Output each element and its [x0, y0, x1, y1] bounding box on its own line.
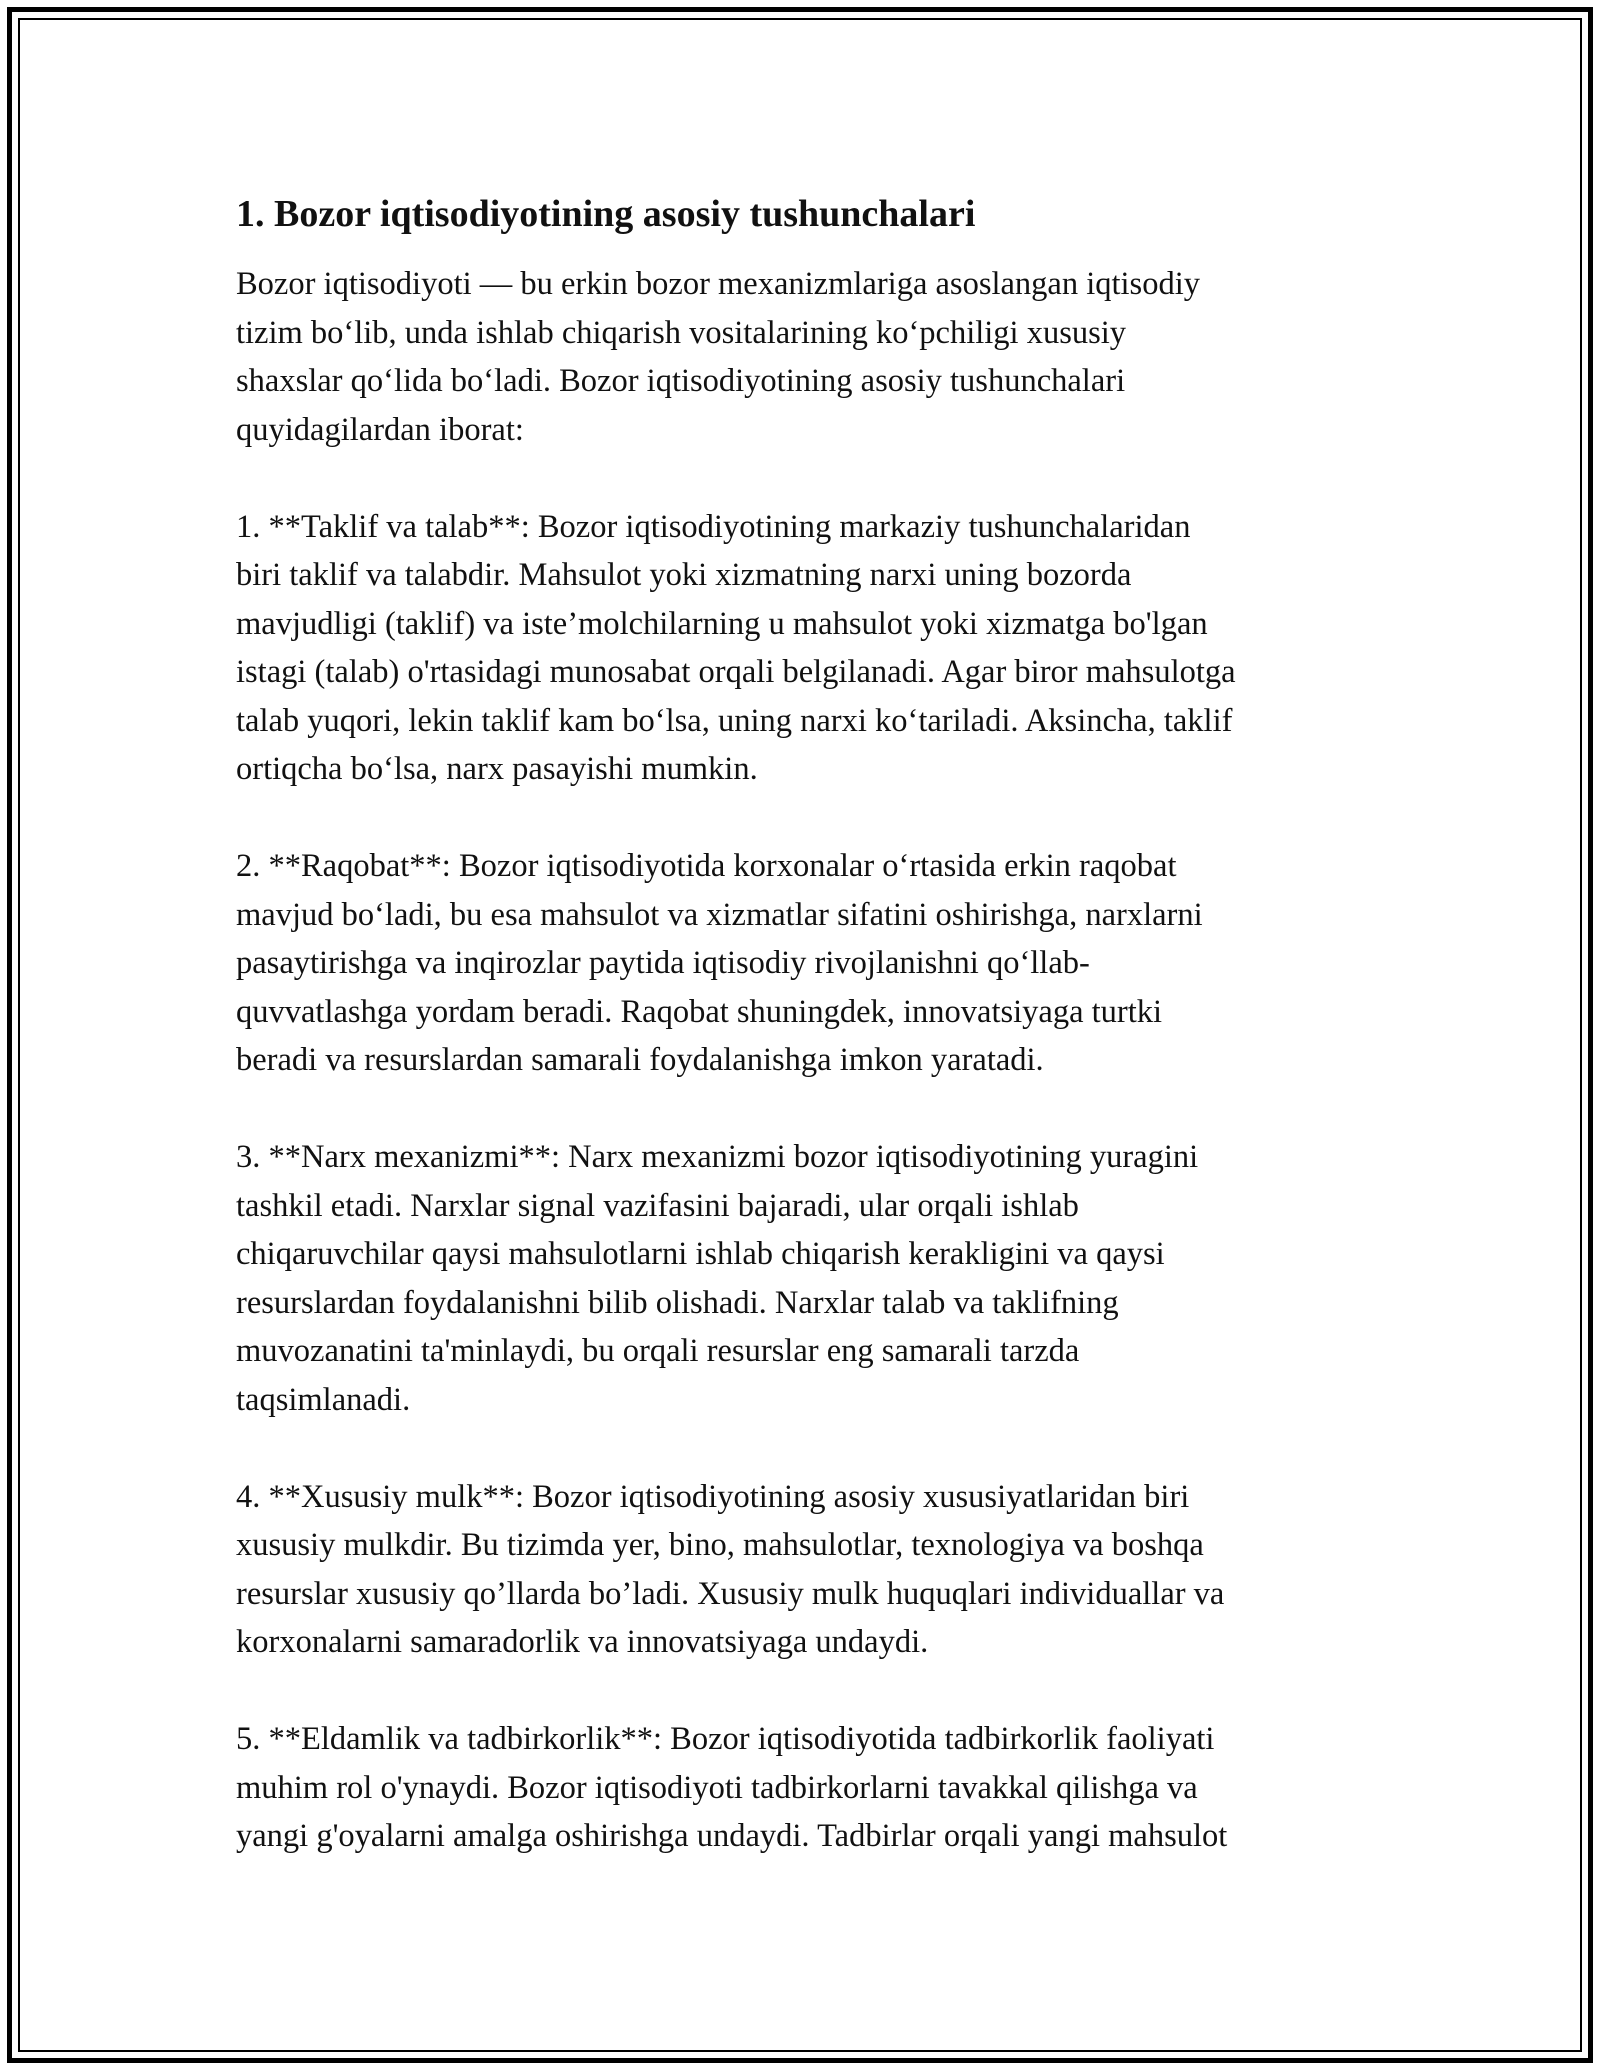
document-body [236, 186, 1376, 1861]
section-supply-demand: 1. **Taklif va talab**: Bozor iqtisodiyotining markaziy tushunchalaridan biri taklif va talabdir. Mahsulot yoki xizmatning narxi uning bozorda mavjudligi (taklif) va iste’molchilarning u mahsulot yoki xizmatga bo'lgan istagi (talab) o'rtasidagi munosabat orqali belgilanadi. Agar biror mahsulotga talab yuqori, lekin taklif kam bo‘lsa, uning narxi ko‘tariladi. Aksincha, taklif ortiqcha bo‘lsa, narx pasayishi mumkin. [236, 508, 1236, 787]
intro-paragraph: Bozor iqtisodiyoti — bu erkin bozor mexanizmlariga asoslangan iqtisodiy tizim bo‘lib, unda ishlab chiqarish vositalarining ko‘pchiligi xususiy shaxslar qo‘lida bo‘ladi. Bozor iqtisodiyotining asosiy tushunchalari quyidagilardan iborat: [236, 266, 1200, 448]
section-price-mechanism: 3. **Narx mexanizmi**: Narx mexanizmi bozor iqtisodiyotining yuragini tashkil etadi. Narxlar signal vazifasini bajaradi, ular orqali ishlab chiqaruvchilar qaysi mahsulotlarni ishlab chiqarish kerakligini va qaysi resurslardan foydalanishni bilib olishadi. Narxlar talab va taklifning muvozanatini ta'minlaydi, bu orqali resurslar eng samarali tarzda taqsimlanadi. [236, 1139, 1199, 1418]
paragraph-spacer [236, 794, 1376, 843]
paragraph-spacer [236, 1424, 1376, 1473]
section-competition: 2. **Raqobat**: Bozor iqtisodiyotida korxonalar o‘rtasida erkin raqobat mavjud bo‘ladi, bu esa mahsulot va xizmatlar sifatini oshirishga, narxlarni pasaytirishga va inqirozlar paytida iqtisodiy rivojlanishni qo‘llab- quvvatlashga yordam beradi. Raqobat shuningdek, innovatsiyaga turtki beradi va resurslardan samarali foydalanishga imkon yaratadi. [236, 848, 1203, 1078]
paragraph-spacer [236, 1085, 1376, 1134]
section-entrepreneurship: 5. **Eldamlik va tadbirkorlik**: Bozor iqtisodiyotida tadbirkorlik faoliyati muhim rol o'ynaydi. Bozor iqtisodiyoti tadbirkorlarni tavakkal qilishga va yangi g'oyalarni amalga oshirishga undaydi. Tadbirlar orqali yangi mahsulot [236, 1721, 1228, 1854]
section-private-property: 4. **Xususiy mulk**: Bozor iqtisodiyotining asosiy xususiyatlaridan biri xususiy mulkdir. Bu tizimda yer, bino, mahsulotlar, texnologiya va boshqa resurslar xususiy qo’llarda bo’ladi. Xususiy mulk huquqlari individuallar va korxonalarni samaradorlik va innovatsiyaga undaydi. [236, 1478, 1225, 1660]
paragraph-spacer [236, 454, 1376, 503]
paragraph-spacer [236, 1667, 1376, 1716]
document-title: 1. Bozor iqtisodiyotining asosiy tushunchalari [236, 193, 976, 235]
